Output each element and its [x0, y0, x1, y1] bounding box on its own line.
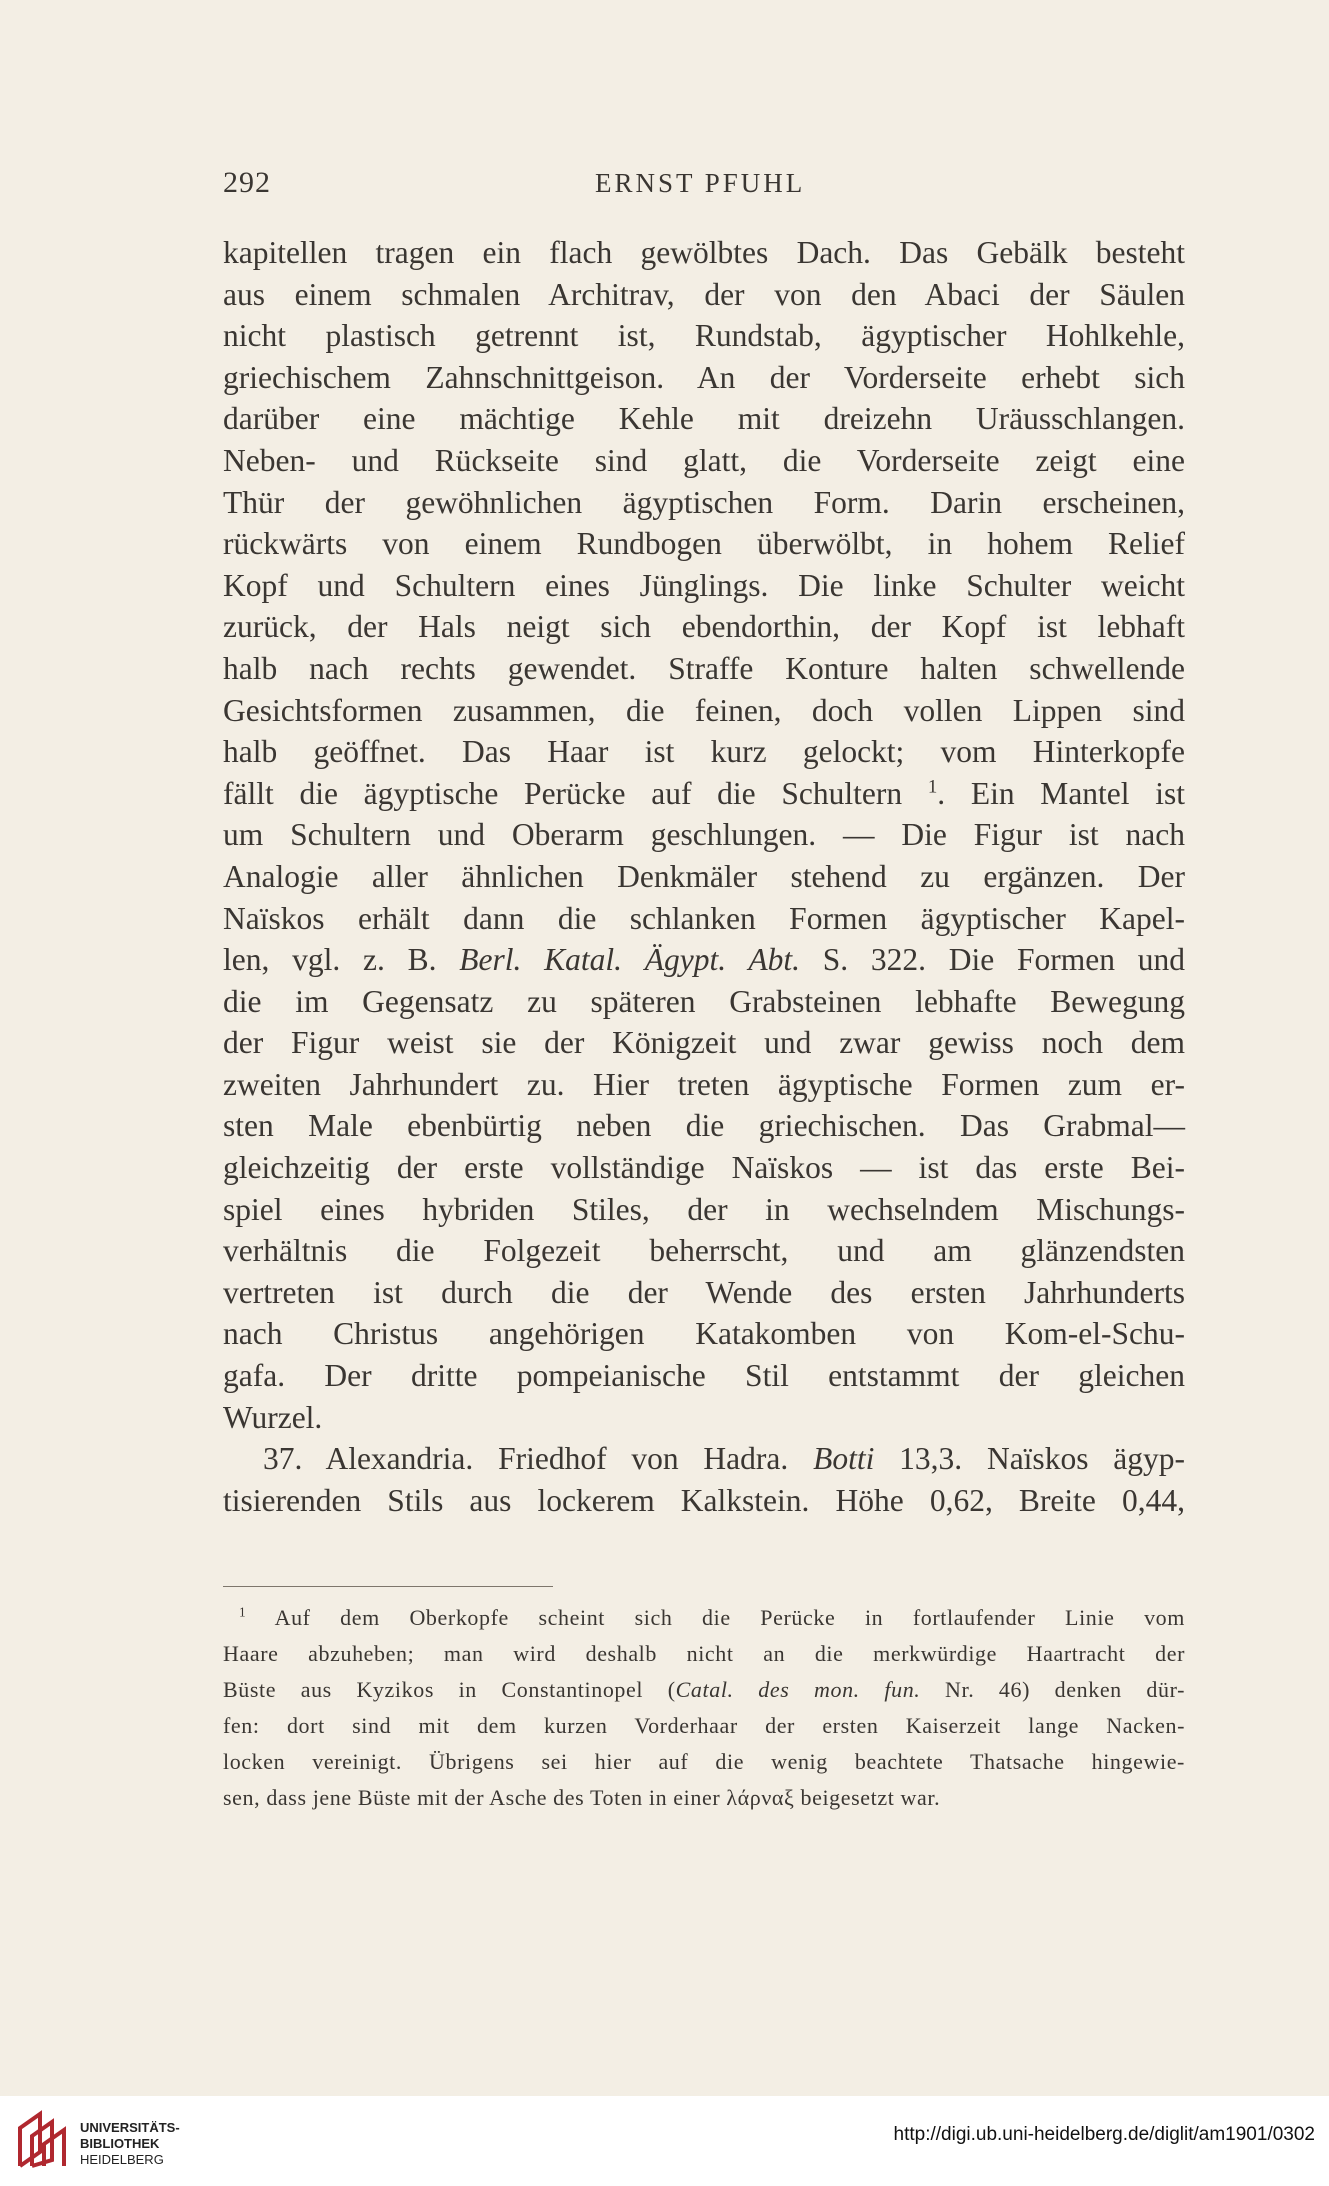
- text-segment: 37. Alexandria. Friedhof von Hadra.: [263, 1441, 789, 1477]
- text-line: der Figur weist sie der Königzeit und zwar gewiss noch dem: [223, 1025, 1185, 1061]
- library-footer: [0, 2096, 1329, 2186]
- text-segment: S. 322. Die Formen und: [799, 942, 1186, 978]
- text-line: vertreten ist durch die der Wende des ersten Jahrhunderts: [223, 1274, 1185, 1310]
- footnote-line: locken vereinigt. Übrigens sei hier auf die wenig beachtete Thatsache hingewie-: [223, 1749, 1185, 1774]
- text-line: Wurzel.: [223, 1399, 323, 1435]
- text-line: Neben- und Rückseite sind glatt, die Vorderseite zeigt eine: [223, 442, 1185, 478]
- text-line: Thür der gewöhnlichen ägyptischen Form. Darin erscheinen,: [223, 484, 1185, 520]
- text-line: aus einem schmalen Architrav, der von den Abaci der Säulen: [223, 276, 1185, 312]
- text-line: [223, 939, 1185, 981]
- text-line: Kopf und Schultern eines Jünglings. Die linke Schulter weicht: [223, 567, 1185, 603]
- footnote-block: [223, 1600, 1185, 1816]
- text-line: griechischem Zahnschnittgeison. An der Vorderseite erhebt sich: [223, 359, 1185, 395]
- text-line: Gesichtsformen zusammen, die feinen, doch vollen Lippen sind: [223, 692, 1185, 728]
- footnote-divider: [223, 1586, 553, 1587]
- text-line: halb geöffnet. Das Haar ist kurz gelockt; vom Hinterkopfe: [223, 734, 1185, 770]
- text-line: gafa. Der dritte pompeianische Stil entstammt der gleichen: [223, 1358, 1185, 1394]
- text-line: die im Gegensatz zu späteren Grabsteinen lebhafte Bewegung: [223, 983, 1185, 1019]
- footnote-line: sen, dass jene Büste mit der Asche des Toten in einer λάρναξ beigesetzt war.: [223, 1785, 941, 1810]
- source-url-link[interactable]: http://digi.ub.uni-heidelberg.de/diglit/am1901/0302: [893, 2124, 1315, 2145]
- library-name: [80, 2120, 180, 2168]
- text-line: nicht plastisch getrennt ist, Rundstab, ägyptischer Hohlkehle,: [223, 318, 1185, 354]
- italic-citation: Berl. Katal. Ägypt. Abt.: [459, 942, 800, 978]
- library-name-line: UNIVERSITÄTS-: [80, 2120, 180, 2135]
- footnote-line: fen: dort sind mit dem kurzen Vorderhaar der ersten Kaiserzeit lange Nacken-: [223, 1713, 1185, 1738]
- text-segment: Nr. 46) denken dür-: [920, 1677, 1185, 1702]
- library-name-line: BIBLIOTHEK: [80, 2136, 160, 2151]
- italic-citation: Catal. des mon. fun.: [675, 1677, 921, 1702]
- text-line: tisierenden Stils aus lockerem Kalkstein. Höhe 0,62, Breite 0,44,: [223, 1482, 1185, 1518]
- text-line: kapitellen tragen ein flach gewölbtes Dach. Das Gebälk besteht: [223, 235, 1185, 270]
- text-line: um Schultern und Oberarm geschlungen. — Die Figur ist nach: [223, 817, 1185, 853]
- library-logo-icon: [10, 2106, 76, 2172]
- text-segment: Büste aus Kyzikos in Constantinopel (: [223, 1677, 676, 1702]
- text-line: darüber eine mächtige Kehle mit dreizehn Uräusschlangen.: [223, 401, 1185, 437]
- footnote-line: [223, 1600, 1185, 1636]
- text-line: Naïskos erhält dann die schlanken Formen ägyptischer Kapel-: [223, 900, 1185, 936]
- text-line: sten Male ebenbürtig neben die griechischen. Das Grabmal—: [223, 1108, 1185, 1144]
- text-line: rückwärts von einem Rundbogen überwölbt, in hohem Relief: [223, 526, 1185, 562]
- text-line: [223, 773, 1185, 815]
- text-line: zurück, der Hals neigt sich ebendorthin, der Kopf ist lebhaft: [223, 609, 1185, 645]
- text-line: zweiten Jahrhundert zu. Hier treten ägyptische Formen zum er-: [223, 1066, 1185, 1102]
- library-name-line: HEIDELBERG: [80, 2152, 164, 2167]
- text-segment: 13,3. Naïskos ägyp-: [874, 1441, 1185, 1477]
- text-line: spiel eines hybriden Stiles, der in wechselndem Mischungs-: [223, 1191, 1185, 1227]
- footnote-marker: 1: [239, 1604, 247, 1620]
- page-header: [223, 166, 1203, 206]
- text-line: Analogie aller ähnlichen Denkmäler stehend zu ergänzen. Der: [223, 858, 1185, 894]
- footnote-ref: 1: [927, 776, 938, 798]
- footnote-line: Haare abzuheben; man wird deshalb nicht an die merkwürdige Haartracht der: [223, 1641, 1185, 1666]
- running-title: ERNST PFUHL: [595, 168, 806, 198]
- text-segment: Auf dem Oberkopfe scheint sich die Perücke in fortlaufender Linie vom: [246, 1605, 1185, 1630]
- text-segment: . Ein Mantel ist: [937, 775, 1186, 811]
- text-segment: fällt die ägyptische Perücke auf die Schultern: [223, 775, 903, 811]
- text-line: nach Christus angehörigen Katakomben von Kom-el-Schu-: [223, 1316, 1185, 1352]
- main-text: [223, 232, 1185, 1521]
- page-number: 292: [223, 166, 271, 199]
- footnote-line: [223, 1672, 1185, 1708]
- text-line: gleichzeitig der erste vollständige Naïskos — ist das erste Bei-: [223, 1150, 1185, 1186]
- text-segment: len, vgl. z. B.: [223, 942, 437, 978]
- italic-citation: Botti: [813, 1441, 875, 1477]
- text-line: halb nach rechts gewendet. Straffe Konture halten schwellende: [223, 650, 1185, 686]
- text-line: verhältnis die Folgezeit beherrscht, und am glänzendsten: [223, 1233, 1185, 1269]
- catalog-entry-37: [223, 1438, 1185, 1480]
